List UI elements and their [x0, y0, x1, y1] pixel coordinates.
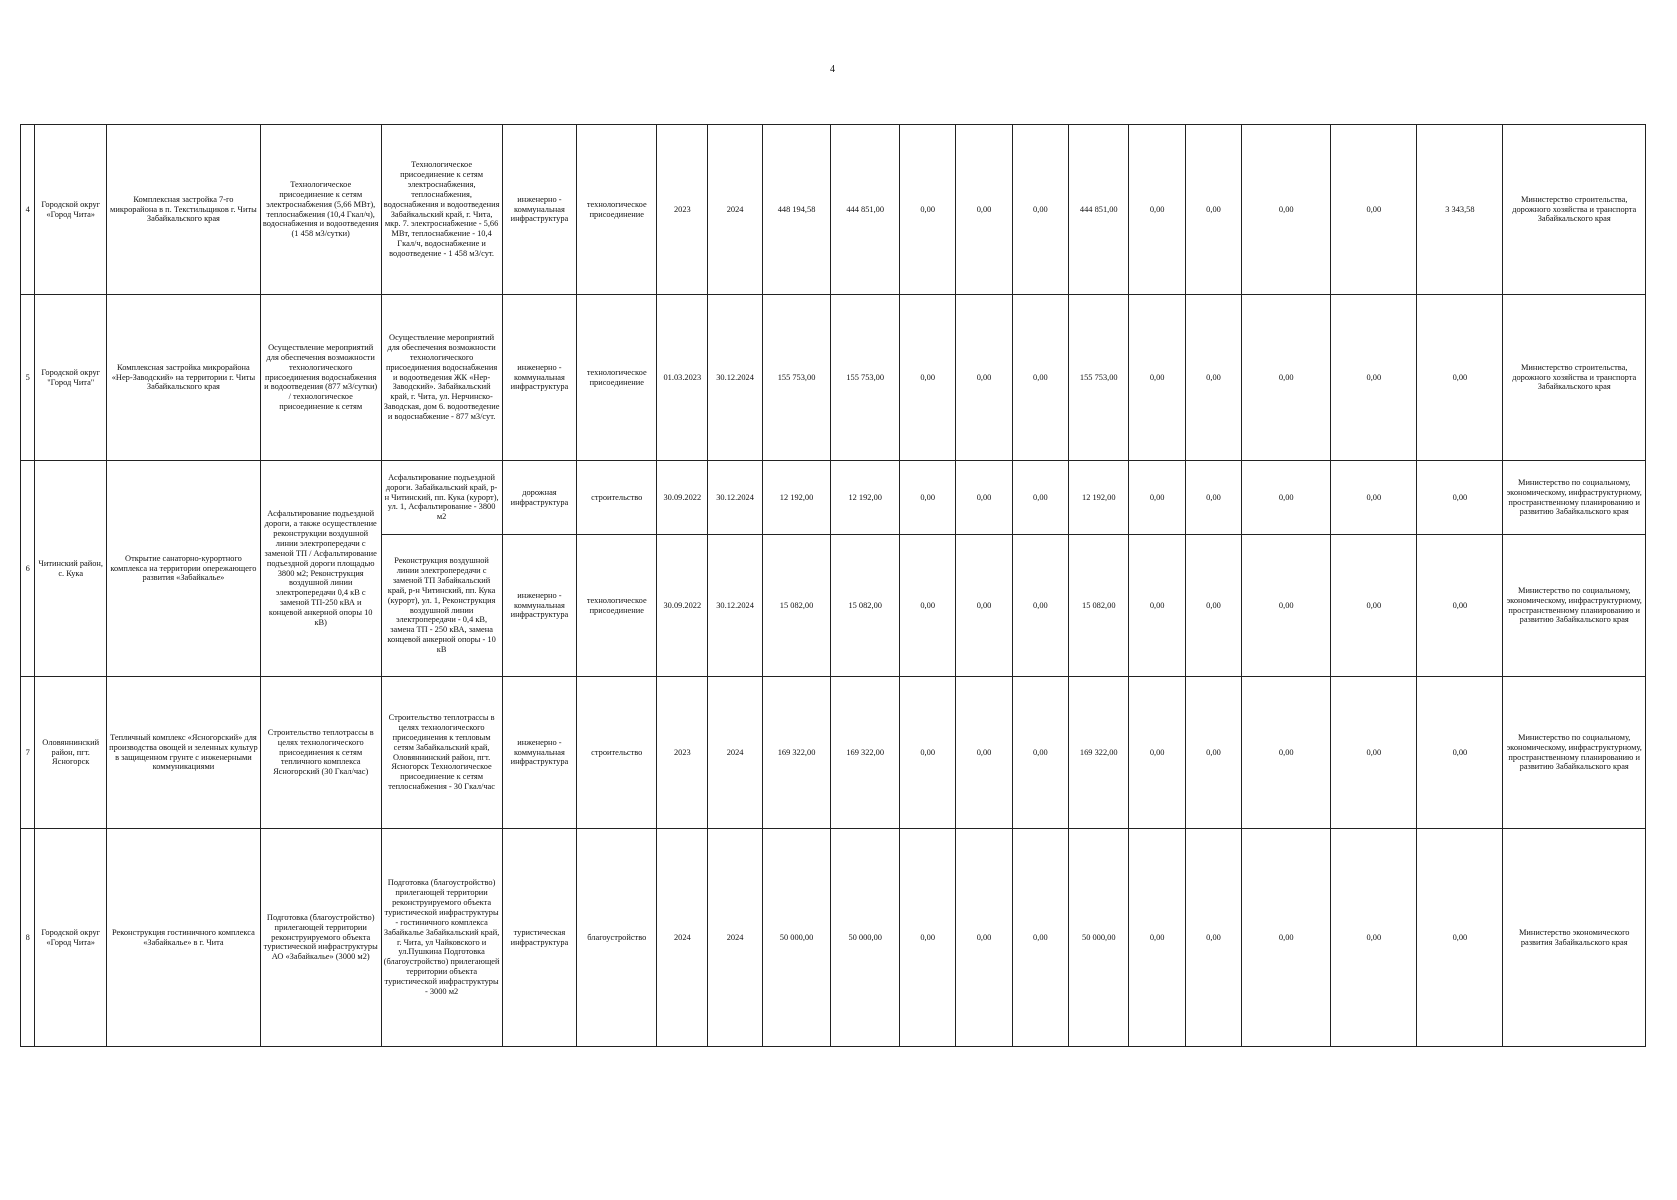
value-cell: 0,00 — [956, 295, 1012, 461]
value-cell: 0,00 — [1331, 461, 1417, 535]
municipality-cell: Городской округ "Город Чита" — [35, 295, 107, 461]
municipality-cell: Оловяннинский район, пгт. Ясногорск — [35, 677, 107, 829]
infra-type-cell: дорожная инфраструктура — [502, 461, 577, 535]
value-cell: 0,00 — [1129, 829, 1185, 1047]
infra-type-cell: инженерно - коммунальная инфраструктура — [502, 295, 577, 461]
value-cell: 0,00 — [1185, 461, 1241, 535]
value-cell: 12 192,00 — [1069, 461, 1129, 535]
value-cell: 0,00 — [1417, 295, 1503, 461]
value-cell: 0,00 — [1331, 295, 1417, 461]
work-type-cell: технологическое присоединение — [577, 535, 657, 677]
work-type-cell: строительство — [577, 677, 657, 829]
value-cell: 0,00 — [1242, 295, 1331, 461]
infra-type-cell: инженерно - коммунальная инфраструктура — [502, 125, 577, 295]
total-cell: 448 194,58 — [762, 125, 831, 295]
value-cell: 169 322,00 — [1069, 677, 1129, 829]
infrastructure-object-cell: Технологическое присоединение к сетям электроснабжения (5,66 МВт), теплоснабжения (10,4 Гкал/ч), водоснабжения и водоотведения (1 458 м3/сутки) — [260, 125, 381, 295]
row-number: 6 — [21, 461, 35, 677]
value-cell: 0,00 — [1331, 829, 1417, 1047]
value-cell: 12 192,00 — [831, 461, 900, 535]
value-cell: 0,00 — [900, 461, 956, 535]
value-cell: 155 753,00 — [1069, 295, 1129, 461]
characteristics-cell: Технологическое присоединение к сетям электроснабжения, теплоснабжения, водоснабжения и водоотведения Забайкальский край, г. Чита, мкр. 7. электроснабжение - 5,66 МВт, теплоснабжение - 10,4 Гкал/ч, водоснабжение и водоотведение - 1 458 м3/сут. — [381, 125, 502, 295]
start-cell: 2023 — [657, 677, 708, 829]
value-cell: 0,00 — [900, 677, 956, 829]
infrastructure-object-cell: Подготовка (благоустройство) прилегающей территории реконструируемого объекта туристической инфраструктуры АО «Забайкалье» (3000 м2) — [260, 829, 381, 1047]
value-cell: 0,00 — [1242, 461, 1331, 535]
start-cell: 30.09.2022 — [657, 461, 708, 535]
value-cell: 0,00 — [1129, 461, 1185, 535]
value-cell: 0,00 — [1012, 829, 1068, 1047]
municipality-cell: Городской округ «Город Чита» — [35, 125, 107, 295]
work-type-cell: строительство — [577, 461, 657, 535]
characteristics-cell: Строительство теплотрассы в целях технологического присоединения к тепловым сетям Забайкальский край, Оловяннинский район, пгт. Ясногорск Технологическое присоединение к сетям теплоснабжения - 30 Гкал/час — [381, 677, 502, 829]
end-cell: 30.12.2024 — [708, 461, 762, 535]
total-cell: 50 000,00 — [762, 829, 831, 1047]
total-cell: 12 192,00 — [762, 461, 831, 535]
value-cell: 0,00 — [1331, 535, 1417, 677]
value-cell: 0,00 — [1012, 125, 1068, 295]
value-cell: 444 851,00 — [831, 125, 900, 295]
value-cell: 0,00 — [1012, 677, 1068, 829]
project-cell: Тепличный комплекс «Ясногорский» для производства овощей и зеленных культур в защищенном грунте с инженерными коммуникациями — [107, 677, 261, 829]
value-cell: 0,00 — [900, 295, 956, 461]
value-cell: 0,00 — [956, 535, 1012, 677]
value-cell: 0,00 — [1185, 677, 1241, 829]
work-type-cell: технологическое присоединение — [577, 125, 657, 295]
value-cell: 0,00 — [900, 535, 956, 677]
project-cell: Комплексная застройка 7-го микрорайона в п. Текстильщиков г. Читы Забайкальского края — [107, 125, 261, 295]
value-cell: 0,00 — [1242, 677, 1331, 829]
total-cell: 169 322,00 — [762, 677, 831, 829]
row-number: 4 — [21, 125, 35, 295]
page-number: 4 — [830, 64, 835, 75]
value-cell: 0,00 — [956, 125, 1012, 295]
row-number: 7 — [21, 677, 35, 829]
characteristics-cell: Осуществление мероприятий для обеспечения возможности технологического присоединения водоснабжения и водоотведения ЖК «Нер-Заводский». Забайкальский край, г. Чита, ул. Нерчинско-Заводская, дом 6. водоотведение и водоснабжение - 877 м3/сут. — [381, 295, 502, 461]
value-cell: 0,00 — [900, 829, 956, 1047]
end-cell: 30.12.2024 — [708, 295, 762, 461]
value-cell: 0,00 — [1185, 295, 1241, 461]
value-cell: 0,00 — [1417, 829, 1503, 1047]
value-cell: 0,00 — [900, 125, 956, 295]
value-cell: 155 753,00 — [831, 295, 900, 461]
value-cell: 0,00 — [956, 829, 1012, 1047]
project-cell: Комплексная застройка микрорайона «Нер-Заводский» на территории г. Читы Забайкальского края — [107, 295, 261, 461]
value-cell: 0,00 — [1242, 829, 1331, 1047]
value-cell: 0,00 — [1185, 125, 1241, 295]
value-cell: 0,00 — [1417, 461, 1503, 535]
value-cell: 50 000,00 — [1069, 829, 1129, 1047]
table-row — [21, 677, 1646, 829]
value-cell: 444 851,00 — [1069, 125, 1129, 295]
start-cell: 2024 — [657, 829, 708, 1047]
infra-type-cell: туристическая инфраструктура — [502, 829, 577, 1047]
infra-type-cell: инженерно - коммунальная инфраструктура — [502, 535, 577, 677]
municipality-cell: Городской округ «Город Чита» — [35, 829, 107, 1047]
value-cell: 0,00 — [1242, 125, 1331, 295]
ministry-cell: Министерство по социальному, экономическому, инфраструктурному, пространственному планированию и развитию Забайкальского края — [1503, 461, 1646, 535]
value-cell: 0,00 — [1012, 535, 1068, 677]
work-type-cell: технологическое присоединение — [577, 295, 657, 461]
start-cell: 01.03.2023 — [657, 295, 708, 461]
end-cell: 2024 — [708, 829, 762, 1047]
value-cell: 0,00 — [1331, 677, 1417, 829]
infrastructure-object-cell: Строительство теплотрассы в целях технологического присоединения к сетям тепличного комплекса Ясногорский (30 Гкал/час) — [260, 677, 381, 829]
value-cell: 0,00 — [1185, 535, 1241, 677]
municipality-cell: Читинский район, с. Кука — [35, 461, 107, 677]
value-cell: 0,00 — [1129, 677, 1185, 829]
start-cell: 2023 — [657, 125, 708, 295]
table-row — [21, 125, 1646, 295]
infrastructure-object-cell: Асфальтирование подъездной дороги, а также осуществление реконструкции воздушной линии электропередачи с заменой ТП / Асфальтирование подъездной дороги площадью 3800 м2; Реконструкция воздушной линии электропередачи 0,4 кВ с заменой ТП-250 кВА и концевой анкерной опоры 10 кВ) — [260, 461, 381, 677]
value-cell: 15 082,00 — [1069, 535, 1129, 677]
value-cell: 0,00 — [1129, 295, 1185, 461]
end-cell: 2024 — [708, 677, 762, 829]
ministry-cell: Министерство экономического развития Забайкальского края — [1503, 829, 1646, 1047]
value-cell: 0,00 — [1185, 829, 1241, 1047]
projects-table — [20, 124, 1646, 1047]
value-cell: 0,00 — [1129, 125, 1185, 295]
project-cell: Реконструкция гостиничного комплекса «Забайкалье» в г. Чита — [107, 829, 261, 1047]
characteristics-cell: Реконструкция воздушной линии электропередачи с заменой ТП Забайкальский край, р-н Читинский, пп. Кука (курорт), ул. 1, Реконструкция воздушной линии электропередачи - 0,4 кВ, замена ТП - 250 кВА, замена концевой анкерной опоры - 10 кВ — [381, 535, 502, 677]
project-cell: Открытие санаторно-курортного комплекса на территории опережающего развития «Забайкалье» — [107, 461, 261, 677]
table-row — [21, 295, 1646, 461]
start-cell: 30.09.2022 — [657, 535, 708, 677]
total-cell: 15 082,00 — [762, 535, 831, 677]
table-row — [21, 461, 1646, 535]
work-type-cell: благоустройство — [577, 829, 657, 1047]
infra-type-cell: инженерно - коммунальная инфраструктура — [502, 677, 577, 829]
characteristics-cell: Асфальтирование подъездной дороги. Забайкальский край, р-н Читинский, пп. Кука (курорт), ул. 1, Асфальтирование - 3800 м2 — [381, 461, 502, 535]
infrastructure-object-cell: Осуществление мероприятий для обеспечения возможности технологического присоединения водоснабжения и водоотведения (877 м3/сутки) / технологическое присоединение к сетям — [260, 295, 381, 461]
value-cell: 0,00 — [1012, 461, 1068, 535]
ministry-cell: Министерство строительства, дорожного хозяйства и транспорта Забайкальского края — [1503, 125, 1646, 295]
row-number: 8 — [21, 829, 35, 1047]
value-cell: 0,00 — [1129, 535, 1185, 677]
value-cell: 15 082,00 — [831, 535, 900, 677]
ministry-cell: Министерство строительства, дорожного хозяйства и транспорта Забайкальского края — [1503, 295, 1646, 461]
value-cell: 169 322,00 — [831, 677, 900, 829]
value-cell: 0,00 — [1012, 295, 1068, 461]
value-cell: 0,00 — [1331, 125, 1417, 295]
end-cell: 2024 — [708, 125, 762, 295]
ministry-cell: Министерство по социальному, экономическому, инфраструктурному, пространственному планированию и развитию Забайкальского края — [1503, 535, 1646, 677]
row-number: 5 — [21, 295, 35, 461]
value-cell: 0,00 — [956, 677, 1012, 829]
value-cell: 0,00 — [1242, 535, 1331, 677]
value-cell: 3 343,58 — [1417, 125, 1503, 295]
end-cell: 30.12.2024 — [708, 535, 762, 677]
value-cell: 0,00 — [1417, 535, 1503, 677]
value-cell: 0,00 — [956, 461, 1012, 535]
table-row — [21, 829, 1646, 1047]
value-cell: 0,00 — [1417, 677, 1503, 829]
value-cell: 50 000,00 — [831, 829, 900, 1047]
ministry-cell: Министерство по социальному, экономическому, инфраструктурному, пространственному планированию и развитию Забайкальского края — [1503, 677, 1646, 829]
characteristics-cell: Подготовка (благоустройство) прилегающей территории реконструируемого объекта туристической инфраструктуры - гостиничного комплекса Забайкалье Забайкальский край, г. Чита, ул Чайковского и ул.Пушкина Подготовка (благоустройство) прилегающей территории объекта туристической инфраструктуры - 3000 м2 — [381, 829, 502, 1047]
total-cell: 155 753,00 — [762, 295, 831, 461]
